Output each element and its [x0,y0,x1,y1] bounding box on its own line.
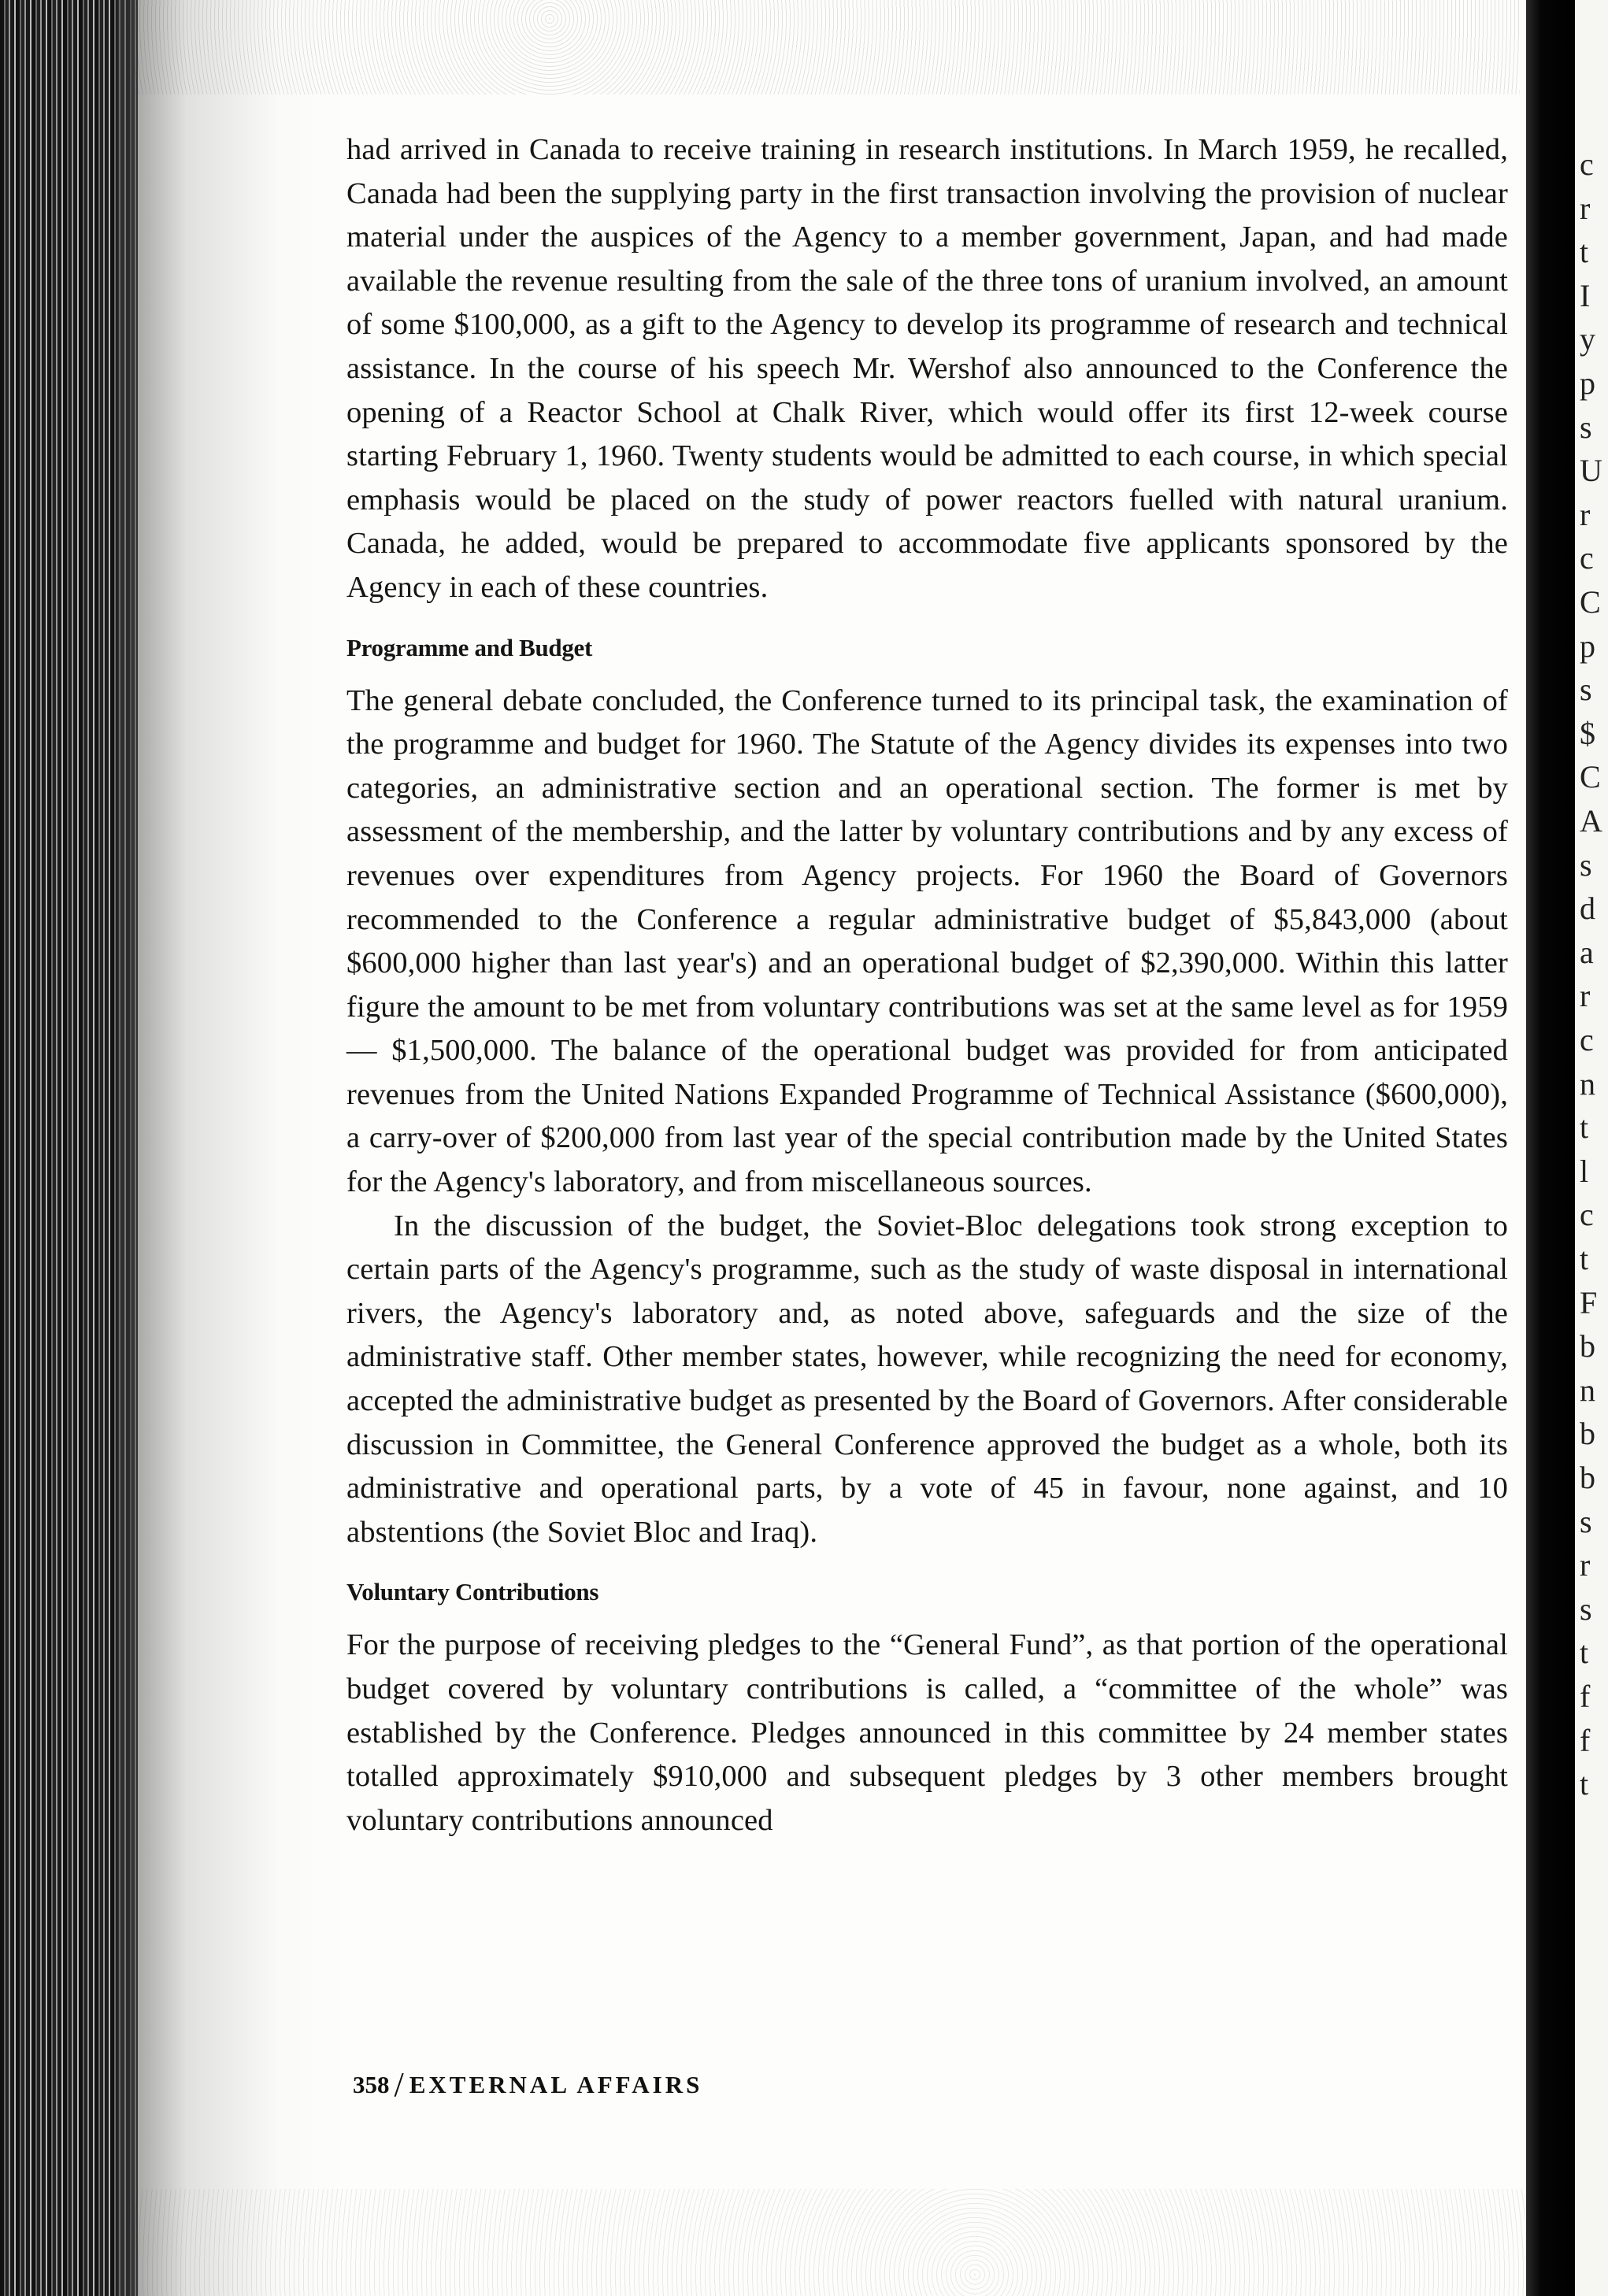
programme-paragraph-2: In the discussion of the budget, the Soviet-Bloc delegations took strong exception to certain parts of the Agency's programme, such as the study of waste disposal in international rivers, the Agency's laboratory and, as noted above, safeguards and the size of the administrative staff. Other member states, however, while recognizing the need for economy, accepted the administrative budget as presented by the Board of Governors. After considerable discussion in Committee, the General Conference approved the budget as a whole, both its administrative and operational parts, by a vote of 45 in favour, none against, and 10 abstentions (the Soviet Bloc and Iraq). [346,1209,1508,1549]
facing-page-letter: t [1580,1109,1589,1146]
page-footer [353,2065,702,2105]
facing-page-letter: s [1580,672,1592,708]
facing-page-letter: t [1580,1766,1589,1802]
facing-page-letter: C [1580,584,1601,620]
facing-page-letter: c [1580,540,1594,576]
facing-page-letter: n [1580,1065,1595,1102]
facing-page-letter: I [1580,277,1591,313]
section-heading-voluntary: Voluntary Contributions [346,1578,599,1606]
facing-page-letter: f [1580,1679,1591,1714]
facing-page-letter: b [1580,1460,1595,1495]
facing-page-letter: r [1580,190,1591,226]
facing-page-letter: c [1580,146,1594,182]
facing-page-letter: F [1580,1284,1598,1320]
facing-page-letter: C [1580,759,1601,795]
facing-page-letter: r [1580,1547,1591,1583]
facing-page-letter: $ [1580,715,1595,751]
binding-gutter [0,0,138,2296]
facing-page-letter: p [1580,628,1595,664]
section-heading-programme: Programme and Budget [346,633,593,661]
facing-page-letter: t [1580,1241,1589,1276]
facing-page-letter: b [1580,1328,1595,1365]
programme-paragraph-1: The general debate concluded, the Conference turned to its principal task, the examination of the programme and budget for 1960. The Statute of the Agency divides its expenses into two categories, an administrative section and an operational section. The former is met by assessment of the membership, and the latter by voluntary contributions and by any excess of revenues over expenditures from Agency projects. For 1960 the Board of Governors recommended to the Conference a regular administrative budget of $5,843,000 (about $600,000 higher than last year's) and an operational budget of $2,390,000. Within this latter figure the amount to be met from voluntary contributions was set at the same level as for 1959 — $1,500,000. The balance of the operational budget was provided for from anticipated revenues from the United Nations Expanded Programme of Technical Assistance ($600,000), a carry-over of $200,000 from last year of the special contribution made by the United States for the Agency's laboratory, and from miscellaneous sources. [346,683,1508,1199]
page-number: 358 [353,2071,390,2098]
facing-page-letter: t [1580,1635,1589,1671]
facing-page-letter: t [1580,234,1589,270]
facing-page-letter: a [1580,934,1594,970]
facing-page-letter: r [1580,496,1591,532]
facing-page-letter: s [1580,409,1592,445]
facing-page-letter: r [1580,978,1591,1014]
facing-page-letter: c [1580,1022,1594,1057]
facing-page-letter: s [1580,1591,1592,1627]
gutter-shadow [118,0,346,2296]
facing-page-letter: A [1580,803,1602,839]
facing-page-letter: p [1580,365,1595,401]
scan-noise-bottom [134,2189,1536,2296]
running-title: EXTERNAL AFFAIRS [409,2071,703,2098]
page-edge-shadow [1526,0,1575,2296]
facing-page-letter: c [1580,1197,1594,1233]
facing-page-letter: y [1580,321,1595,357]
facing-page-letter: b [1580,1416,1595,1452]
text-column [346,128,1508,1842]
facing-page-letter: l [1580,1153,1589,1189]
facing-page-letter: f [1580,1722,1591,1758]
scan-noise-top [134,0,1520,94]
footer-separator: / [394,2065,405,2104]
voluntary-paragraph-1: For the purpose of receiving pledges to the “General Fund”, as that portion of the operational budget covered by voluntary contributions is called, a “committee of the whole” was established by the Conference. Pledges announced in this committee by 24 member states totalled approximately $910,000 and subsequent pledges by 3 other members brought voluntary contributions announced [346,1628,1508,1837]
facing-page-letter: s [1580,846,1592,883]
facing-page-fragment [1575,0,1608,2296]
facing-page-letter: d [1580,891,1595,927]
facing-page-letter: s [1580,1503,1592,1539]
facing-page-letter: U [1580,453,1602,489]
intro-paragraph: had arrived in Canada to receive training in research institutions. In March 1959, he recalled, Canada had been the supplying party in the first transaction involving the provision of nuclear material under the auspices of the Agency to a member government, Japan, and had made available the revenue resulting from the sale of the three tons of uranium involved, an amount of some $100,000, as a gift to the Agency to develop its programme of research and technical assistance. In the course of his speech Mr. Wershof also announced to the Conference the opening of a Reactor School at Chalk River, which would offer its first 12-week course starting February 1, 1960. Twenty students would be admitted to each course, in which special emphasis would be placed on the study of power reactors fuelled with natural uranium. Canada, he added, would be prepared to accommodate five applicants sponsored by the Agency in each of these countries. [346,133,1508,604]
facing-page-letter: n [1580,1372,1595,1408]
